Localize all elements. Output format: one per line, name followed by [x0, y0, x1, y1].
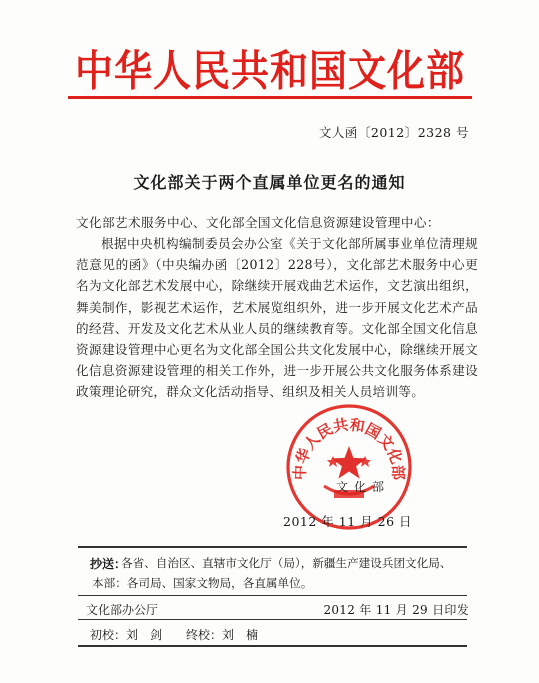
svg-text:中华人民共和国文化部: 中华人民共和国文化部	[290, 415, 408, 481]
signature-organization: 文化部	[336, 480, 391, 494]
cc-recipients-line-2: 本部：各司局、国家文物局，各直属单位。	[92, 576, 313, 590]
footer-top-rule	[78, 546, 467, 548]
issue-date: 2012 年 11 月 29 日印发	[323, 603, 469, 617]
issuing-office: 文化部办公厅	[86, 603, 159, 617]
signature-date: 2012 年 11 月 26 日	[283, 514, 412, 529]
footer-middle-rule	[78, 595, 467, 596]
document-title: 文化部关于两个直属单位更名的通知	[133, 173, 406, 192]
body-paragraph: 根据中央机构编制委员会办公室《关于文化部所属事业单位清理规范意见的函》（中央编办函〔2012〕228号），文化部艺术服务中心更名为文化部艺术发展中心，除继续开展戏曲艺术运作，文艺演出组织，舞美制作，影视艺术运作，艺术展览组织外，进一步开展文化艺术产品的经营、开发及文化艺术从业人员的继续教育等。文化部全国文化信息资源建设管理中心更名为文化部全国公共文化发展中心，除继续开展文化信息资源建设管理的相关工作外，进一步开展公共文化服务体系建设政策理论研究，群众文化活动指导、组织及相关人员培训等。	[76, 236, 478, 400]
masthead-red-rule	[68, 96, 472, 99]
document-number: 文人函〔2012〕2328 号	[318, 125, 469, 140]
cc-label: 抄送：	[90, 557, 127, 571]
recipients-line: 文化部艺术服务中心、文化部全国文化信息资源建设管理中心：	[76, 215, 440, 230]
cc-recipients-line-1: 各省、自治区、直辖市文化厅（局），新疆生产建设兵团文化局、	[121, 556, 452, 570]
footer-lower-rule	[78, 619, 467, 620]
masthead: 中华人民共和国文化部	[74, 46, 465, 96]
footer-bottom-rule	[78, 645, 467, 647]
seal-star-icon	[332, 446, 366, 479]
proofreaders: 初校：刘 剑 终校：刘 楠	[90, 628, 259, 642]
